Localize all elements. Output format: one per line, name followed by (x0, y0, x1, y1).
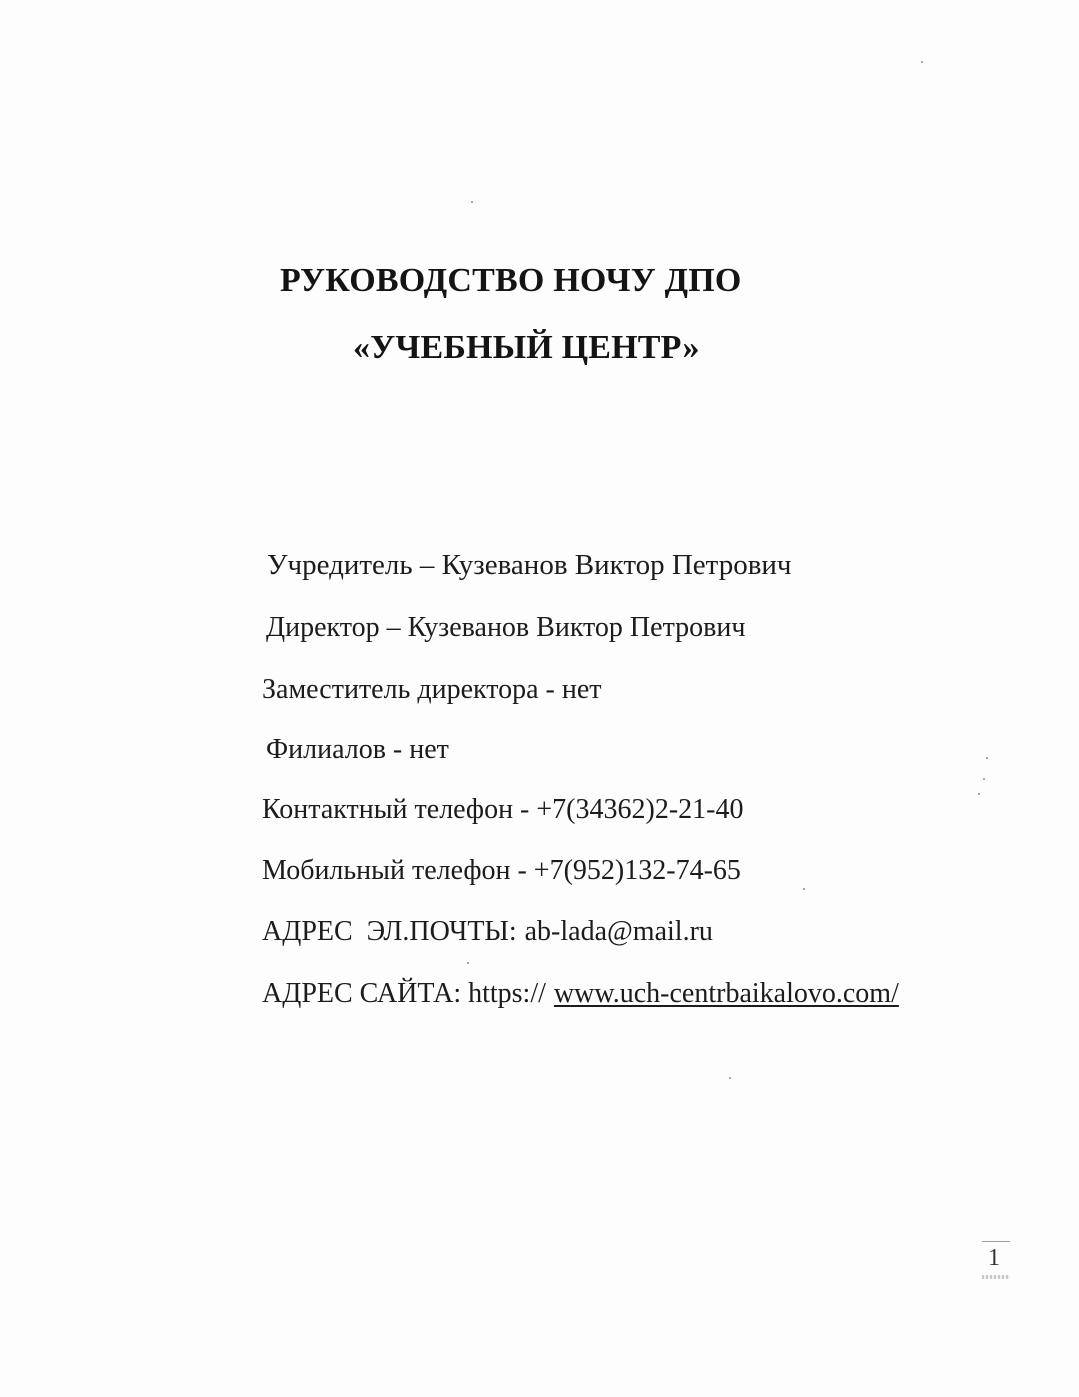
scan-speck (986, 757, 988, 759)
founder-line: Учредитель – Кузеванов Виктор Петрович (267, 549, 792, 581)
page-number: 1 (988, 1245, 1000, 1271)
email-line (262, 918, 713, 946)
scan-noise (982, 1275, 1010, 1279)
document-title-line-1: РУКОВОДСТВО НОЧУ ДПО (280, 262, 742, 299)
email-address: ab-lada@mail.ru (524, 916, 713, 947)
document-title-line-2: «УЧЕБНЫЙ ЦЕНТР» (353, 329, 700, 366)
scan-speck (921, 61, 923, 63)
contact-phone-line: Контактный телефон - +7(34362)2-21-40 (262, 794, 744, 825)
page-number-rule (982, 1241, 1010, 1242)
branches-line: Филиалов - нет (266, 734, 449, 765)
mobile-phone-line: Мобильный телефон - +7(952)132-74-65 (262, 855, 741, 886)
deputy-director-line: Заместитель директора - нет (262, 674, 602, 705)
director-line: Директор – Кузеванов Виктор Петрович (266, 612, 746, 643)
scan-speck (729, 1077, 731, 1079)
website-label: АДРЕС САЙТА: https:// (262, 978, 546, 1009)
email-label: АДРЕС ЭЛ.ПОЧТЫ: (262, 916, 517, 947)
scan-speck (978, 793, 980, 795)
scan-speck (803, 888, 805, 890)
scan-speck (471, 201, 473, 203)
scan-speck (467, 962, 469, 964)
website-link[interactable]: www.uch-centrbaikalovo.com/ (553, 978, 899, 1009)
website-line (262, 980, 899, 1008)
scan-speck (983, 778, 985, 780)
